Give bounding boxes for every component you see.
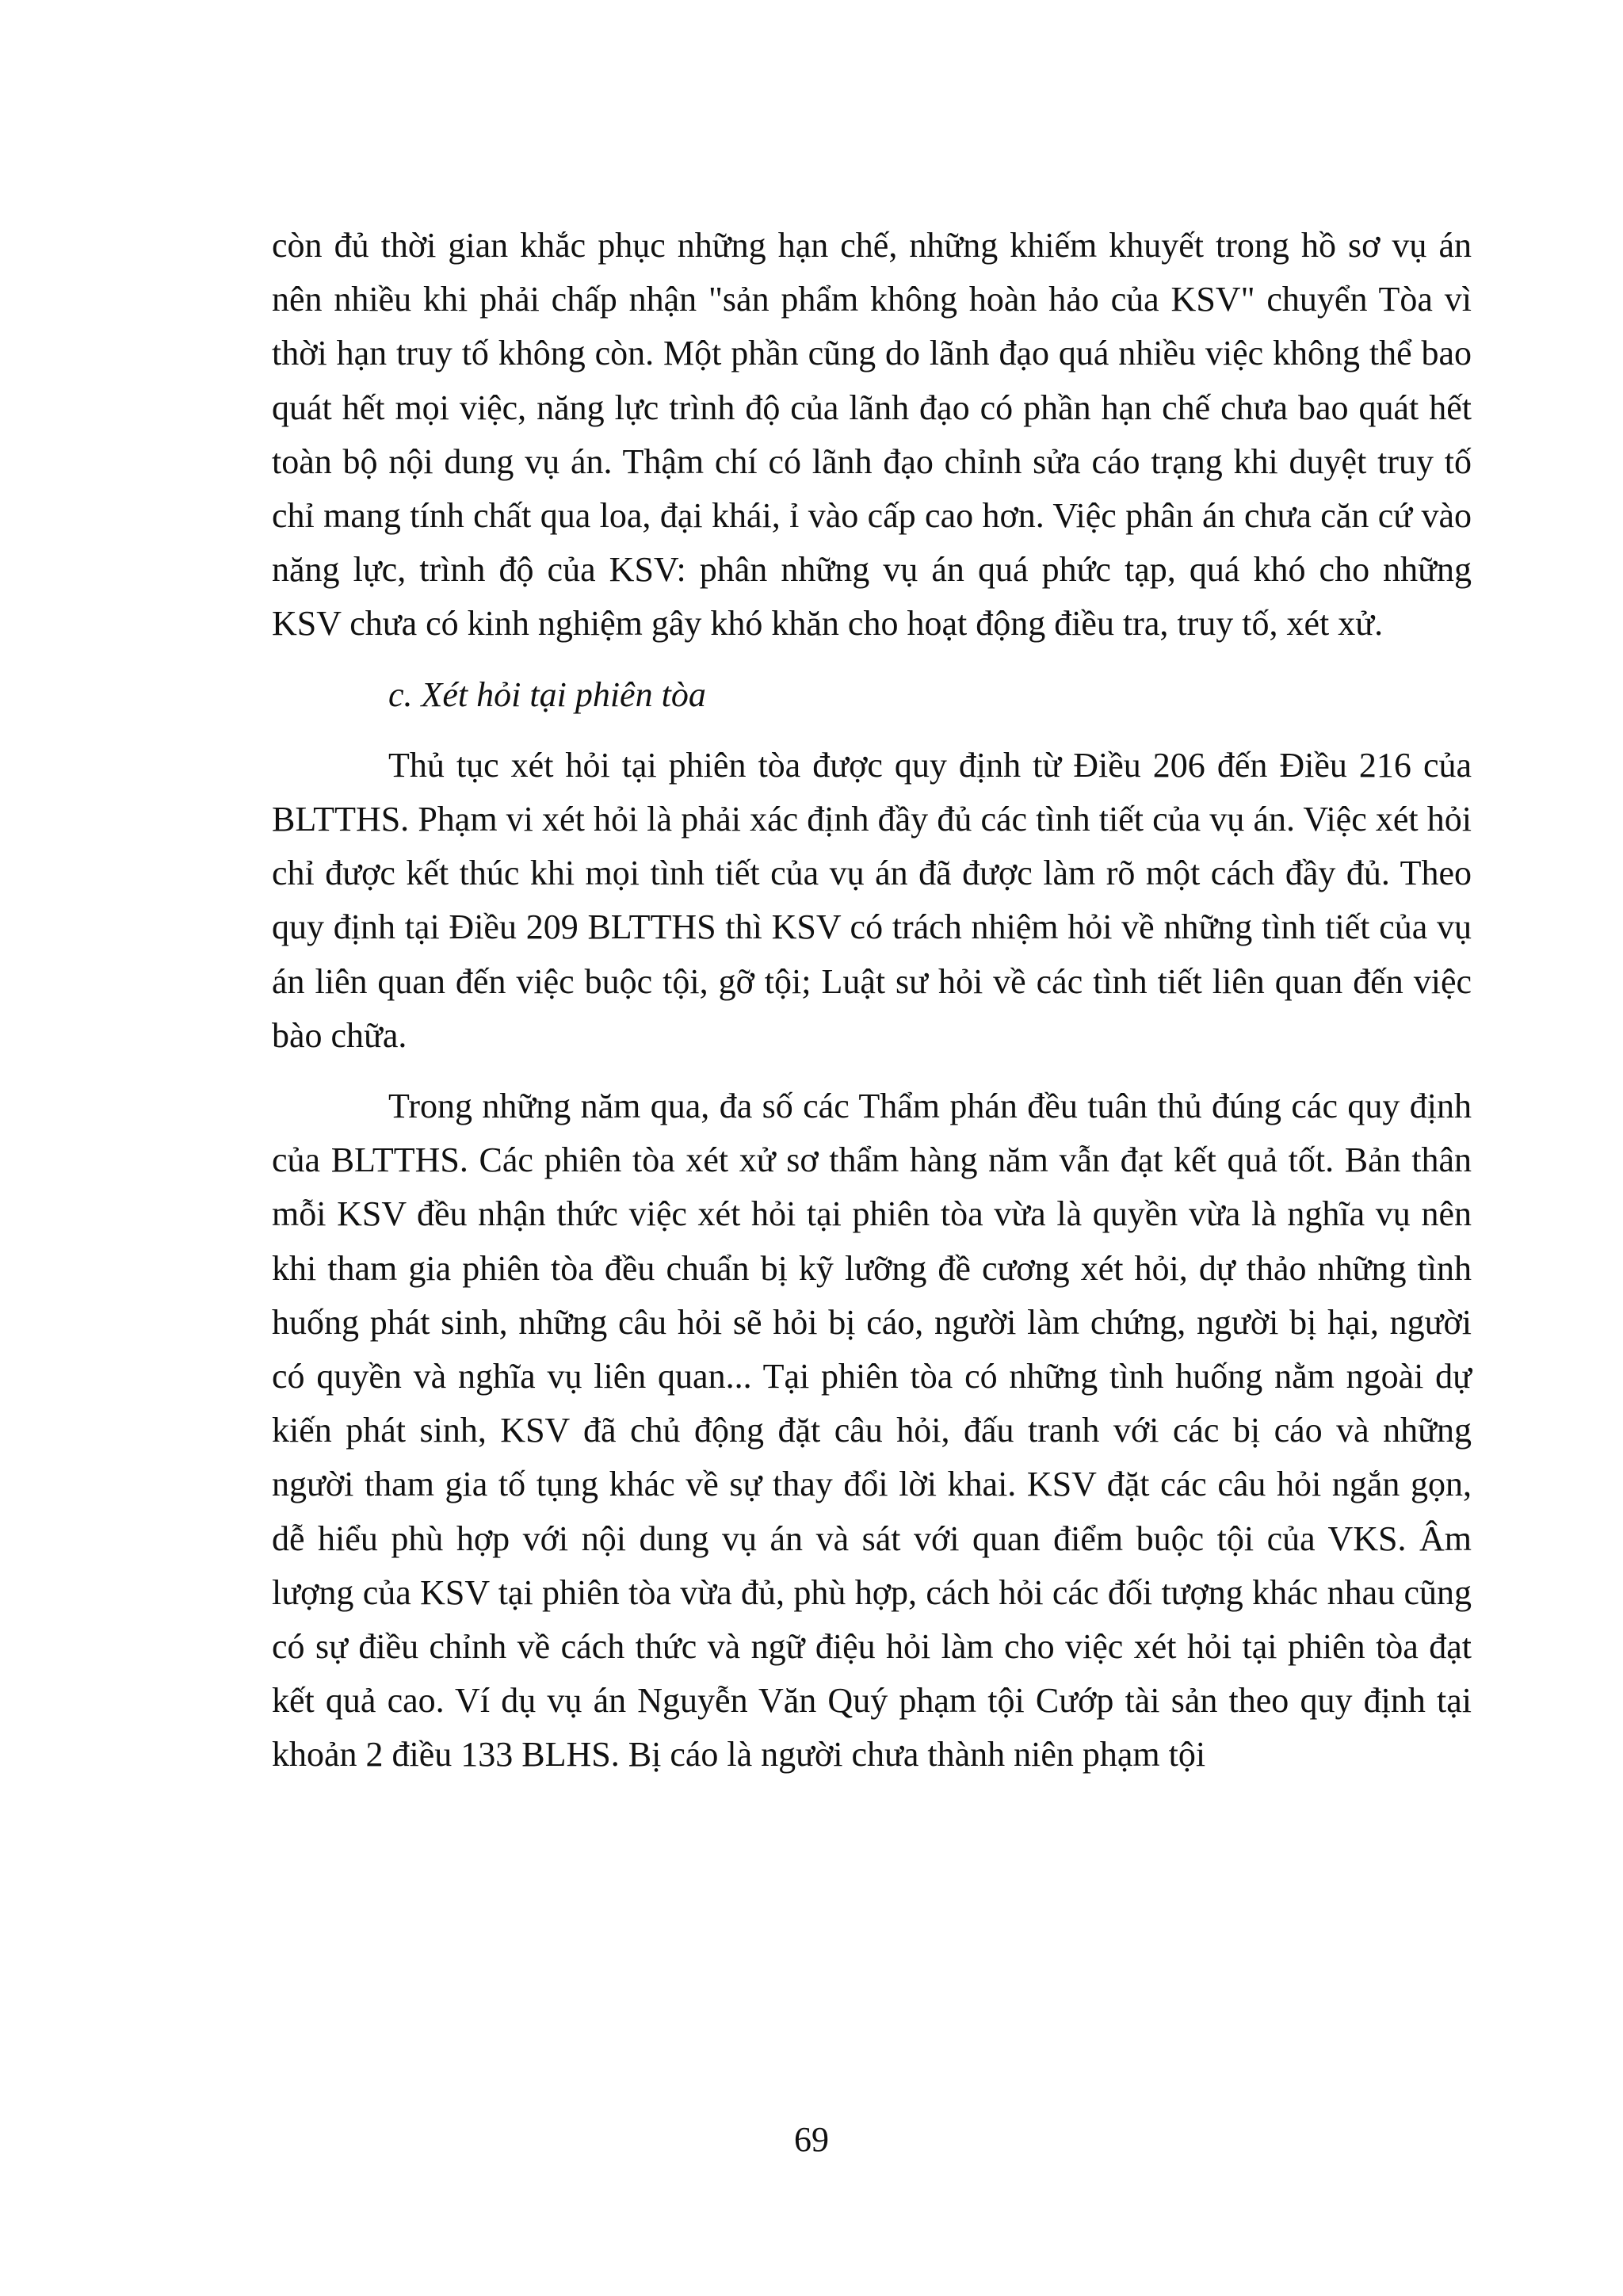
- section-heading: c. Xét hỏi tại phiên tòa: [388, 674, 706, 714]
- paragraph-procedure: Thủ tục xét hỏi tại phiên tòa được quy định từ Điều 206 đến Điều 216 của BLTTHS. Phạm vi xét hỏi là phải xác định đầy đủ các tình tiết của vụ án. Việc xét hỏi chỉ được kết thúc khi mọi tình tiết của vụ án đã được làm rõ một cách đầy đủ. Theo quy định tại Điều 209 BLTTHS thì KSV có trách nhiệm hỏi về những tình tiết của vụ án liên quan đến việc buộc tội, gỡ tội; Luật sư hỏi về các tình tiết liên quan đến việc bào chữa.: [272, 745, 1472, 1055]
- page-number: 69: [794, 2120, 829, 2159]
- body-text: [272, 219, 1472, 1782]
- paragraph-practice: Trong những năm qua, đa số các Thẩm phán đều tuân thủ đúng các quy định của BLTTHS. Các phiên tòa xét xử sơ thẩm hàng năm vẫn đạt kết quả tốt. Bản thân mỗi KSV đều nhận thức việc xét hỏi tại phiên tòa vừa là quyền vừa là nghĩa vụ nên khi tham gia phiên tòa đều chuẩn bị kỹ lưỡng đề cương xét hỏi, dự thảo những tình huống phát sinh, những câu hỏi sẽ hỏi bị cáo, người làm chứng, người bị hại, người có quyền và nghĩa vụ liên quan... Tại phiên tòa có những tình huống nằm ngoài dự kiến phát sinh, KSV đã chủ động đặt câu hỏi, đấu tranh với các bị cáo và những người tham gia tố tụng khác về sự thay đổi lời khai. KSV đặt các câu hỏi ngắn gọn, dễ hiểu phù hợp với nội dung vụ án và sát với quan điểm buộc tội của VKS. Âm lượng của KSV tại phiên tòa vừa đủ, phù hợp, cách hỏi các đối tượng khác nhau cũng có sự điều chỉnh về cách thức và ngữ điệu hỏi làm cho việc xét hỏi tại phiên tòa đạt kết quả cao. Ví dụ vụ án Nguyễn Văn Quý phạm tội Cướp tài sản theo quy định tại khoản 2 điều 133 BLHS. Bị cáo là người chưa thành niên phạm tội: [272, 1087, 1472, 1775]
- paragraph-continuation: còn đủ thời gian khắc phục những hạn chế, những khiếm khuyết trong hồ sơ vụ án nên nhiều khi phải chấp nhận "sản phẩm không hoàn hảo của KSV" chuyển Tòa vì thời hạn truy tố không còn. Một phần cũng do lãnh đạo quá nhiều việc không thể bao quát hết mọi việc, năng lực trình độ của lãnh đạo có phần hạn chế chưa bao quát hết toàn bộ nội dung vụ án. Thậm chí có lãnh đạo chỉnh sửa cáo trạng khi duyệt truy tố chỉ mang tính chất qua loa, đại khái, ỉ vào cấp cao hơn. Việc phân án chưa căn cứ vào năng lực, trình độ của KSV: phân những vụ án quá phức tạp, quá khó cho những KSV chưa có kinh nghiệm gây khó khăn cho hoạt động điều tra, truy tố, xét xử.: [272, 226, 1472, 644]
